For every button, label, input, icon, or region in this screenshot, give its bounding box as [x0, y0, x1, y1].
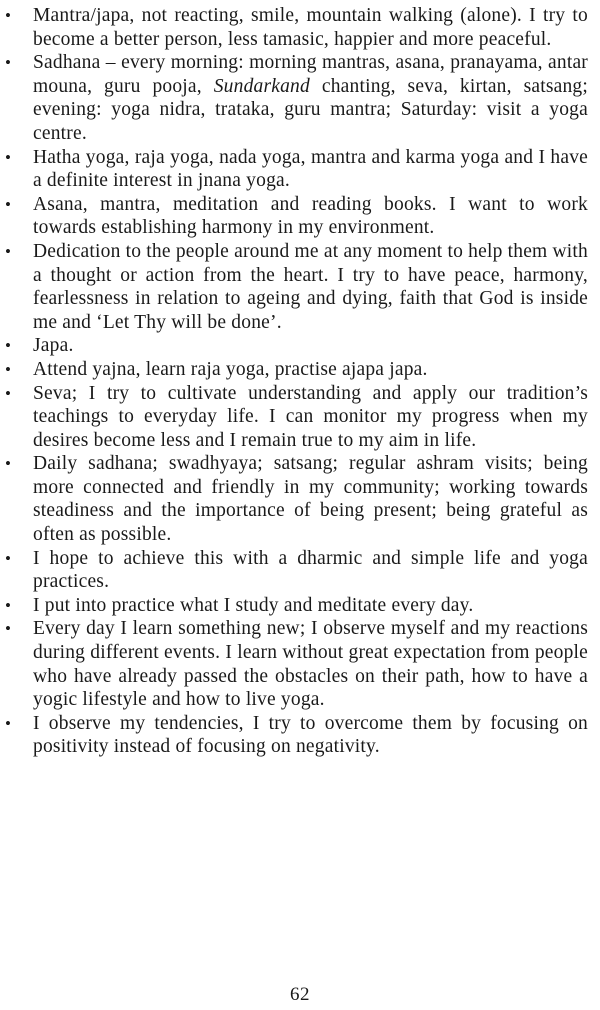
list-item-text: Every day I learn something new; I observe myself and my reactions during different events. I learn without great expectation from people who have already passed the obstacles on their path, how to have a yogic lifestyle and how to live yoga.	[33, 618, 588, 711]
bullet-icon: •	[5, 147, 12, 167]
list-item	[0, 4, 600, 51]
bullet-icon: •	[5, 359, 12, 379]
list-item-text: Attend yajna, learn raja yoga, practise ajapa japa.	[33, 358, 428, 380]
list-item-text: I hope to achieve this with a dharmic and simple life and yoga practices.	[33, 547, 588, 593]
bullet-icon: •	[5, 595, 12, 615]
list-item	[0, 334, 600, 358]
bullet-icon: •	[5, 194, 12, 214]
list-item-text: I put into practice what I study and meditate every day.	[33, 594, 474, 616]
list-item-text: Sadhana – every morning: morning mantras, asana, pranayama, antar mouna, guru pooja,	[33, 52, 588, 97]
bullet-list	[0, 4, 600, 759]
bullet-icon: •	[5, 713, 12, 733]
list-item-text: Mantra/japa, not reacting, smile, mountain walking (alone). I try to become a better person, less tamasic, happier and more peaceful.	[33, 5, 588, 50]
page-number: 62	[290, 984, 310, 1005]
list-item	[0, 146, 600, 193]
list-item-text: I observe my tendencies, I try to overcome them by focusing on positivity instead of focusing on negativity.	[33, 712, 588, 758]
bullet-icon: •	[5, 6, 12, 25]
bullet-icon: •	[5, 241, 12, 261]
list-item-text: Asana, mantra, meditation and reading books. I want to work towards establishing harmony in my environment.	[33, 193, 588, 239]
book-title: Sundarkand	[213, 75, 310, 97]
list-item	[0, 240, 600, 334]
bullet-icon: •	[5, 336, 12, 356]
list-item-text: Japa.	[33, 335, 74, 357]
list-item-text: chanting, seva, kirtan, satsang; evening: yoga nidra, trataka, guru mantra; Saturday: visit a yoga centre.	[33, 75, 588, 144]
bullet-icon: •	[5, 619, 12, 639]
list-item-text: Dedication to the people around me at any moment to help them with a thought or action from the heart. I try to have peace, harmony, fearlessness in relation to ageing and dying, faith that God is inside me and ‘Let Thy will be done’.	[33, 240, 588, 333]
list-item-text: Seva; I try to cultivate understanding and apply our tradition’s teachings to everyday life. I can monitor my progress when my desires become less and I remain true to my aim in life.	[33, 382, 588, 451]
list-item	[0, 617, 600, 711]
list-item-text: Daily sadhana; swadhyaya; satsang; regular ashram visits; being more connected and friendly in my community; working towards steadiness and the importance of being present; being grateful as often as possible.	[33, 453, 588, 546]
list-item	[0, 547, 600, 594]
list-item	[0, 382, 600, 453]
bullet-icon: •	[5, 548, 12, 568]
list-item	[0, 358, 600, 382]
list-item	[0, 594, 600, 618]
list-item-text: Hatha yoga, raja yoga, nada yoga, mantra and karma yoga and I have a definite interest in jnana yoga.	[33, 146, 588, 192]
bullet-icon: •	[5, 53, 12, 73]
list-item	[0, 51, 600, 145]
bullet-icon: •	[5, 454, 12, 474]
bullet-icon: •	[5, 383, 12, 403]
list-item	[0, 452, 600, 546]
list-item	[0, 712, 600, 759]
list-item	[0, 193, 600, 240]
